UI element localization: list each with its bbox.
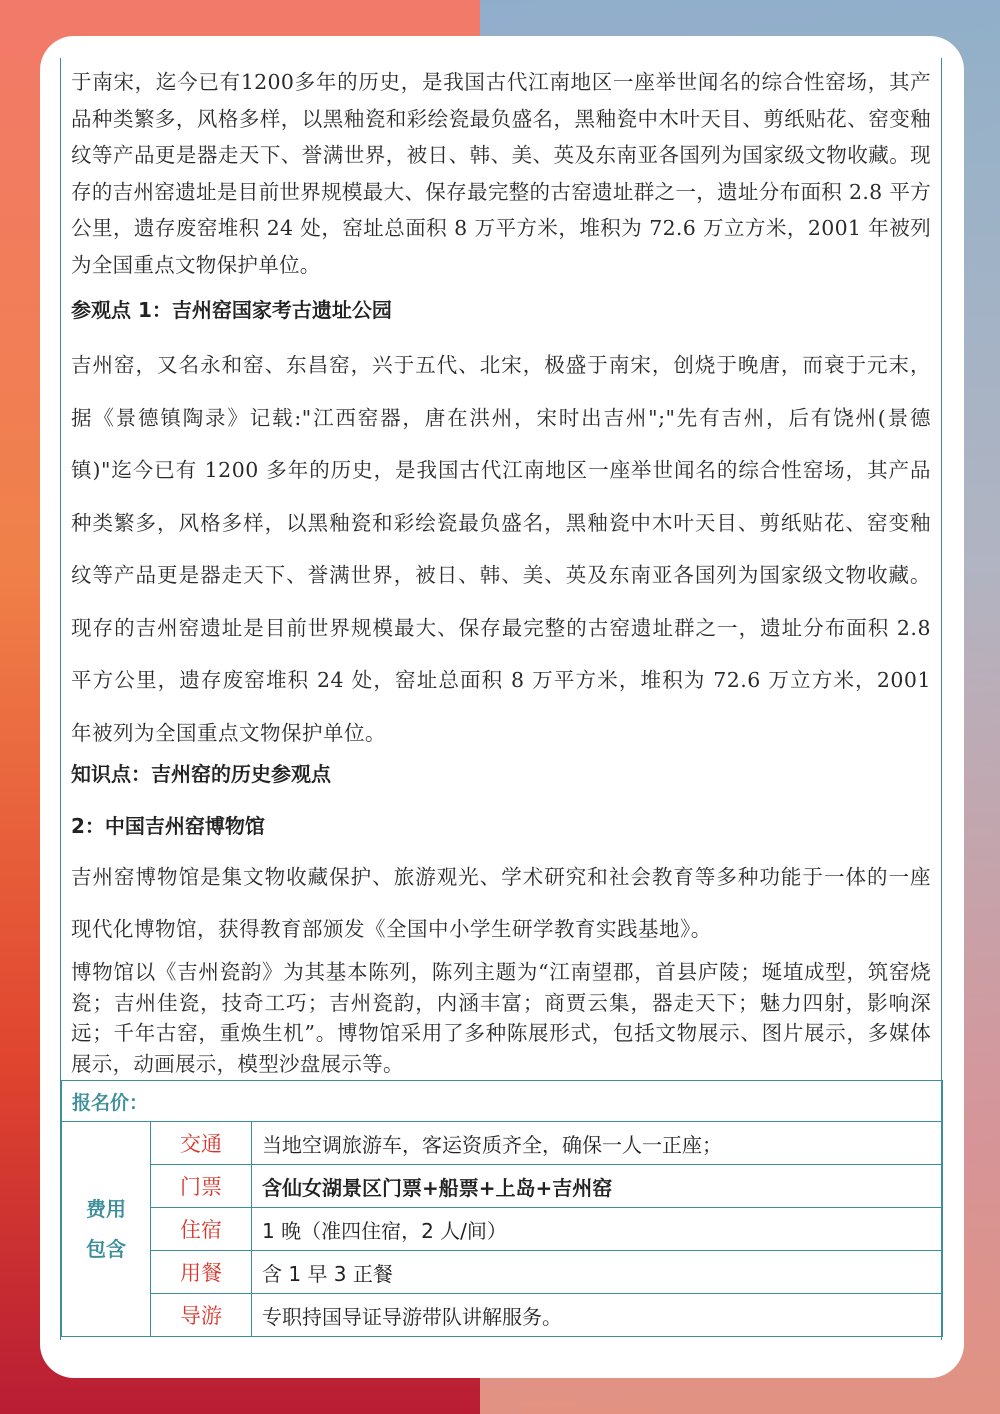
museum-paragraph-2: 博物馆以《吉州瓷韵》为其基本陈列，陈列主题为“江南望郡，首县庐陵；埏埴成型，筑窑烧瓷；吉州佳瓷，技奇工巧；吉州瓷韵，内涵丰富；商贾云集，器走天下；魅力四射，影响深远；千年古窑，重焕生机”。博物馆采用了多种陈展形式，包括文物展示、图片展示，多媒体展示，动画展示，模型沙盘展示等。 bbox=[71, 960, 931, 1076]
knowledge-point: 知识点：吉州窑的历史参观点 bbox=[71, 762, 331, 786]
value-lodging: 1 晚（准四住宿，2 人/间） bbox=[252, 1208, 943, 1251]
value-tickets: 含仙女湖景区门票+船票+上岛+吉州窑 bbox=[252, 1165, 943, 1208]
value-transport: 当地空调旅游车，客运资质齐全，确保一人一正座； bbox=[252, 1122, 943, 1165]
museum-paragraph-1: 吉州窑博物馆是集文物收藏保护、旅游观光、学术研究和社会教育等多种功能于一体的一座现代化博物馆，获得教育部颁发《全国中小学生研学教育实践基地》。 bbox=[71, 865, 931, 941]
category-tickets: 门票 bbox=[151, 1165, 252, 1208]
value-guide: 专职持国导证导游带队讲解服务。 bbox=[252, 1294, 943, 1337]
fee-included-label bbox=[62, 1122, 151, 1337]
category-meals: 用餐 bbox=[151, 1251, 252, 1294]
fee-label-line2: 包含 bbox=[86, 1237, 126, 1261]
spot1-paragraph: 吉州窑，又名永和窑、东昌窑，兴于五代、北宋，极盛于南宋，创烧于晚唐，而衰于元末，据《景德镇陶录》记载:"江西窑器，唐在洪州，宋时出吉州";"先有吉州，后有饶州(景德镇)"迄今已有 1200 多年的历史，是我国古代江南地区一座举世闻名的综合性窑场，其产品种类繁多，风格多样，以黑釉瓷和彩绘瓷最负盛名，黑釉瓷中木叶天目、剪纸贴花、窑变釉纹等产品更是器走天下、誉满世界，被日、韩、美、英及东南亚各国列为国家级文物收藏。现存的吉州窑遗址是目前世界规模最大、保存最完整的古窑遗址群之一，遗址分布面积 2.8 平方公里，遗存废窑堆积 24 处，窑址总面积 8 万平方米，堆积为 72.6 万立方米，2001 年被列为全国重点文物保护单位。 bbox=[71, 353, 931, 745]
price-title: 报名价： bbox=[62, 1081, 943, 1122]
value-meals: 含 1 早 3 正餐 bbox=[252, 1251, 943, 1294]
price-table bbox=[61, 1080, 943, 1337]
category-lodging: 住宿 bbox=[151, 1208, 252, 1251]
content-frame bbox=[60, 58, 942, 1340]
spot1-heading: 参观点 1：吉州窑国家考古遗址公园 bbox=[71, 298, 392, 322]
spot2-heading: 2：中国吉州窑博物馆 bbox=[71, 814, 265, 838]
category-guide: 导游 bbox=[151, 1294, 252, 1337]
fee-label-line1: 费用 bbox=[86, 1197, 126, 1221]
category-transport: 交通 bbox=[151, 1122, 252, 1165]
intro-paragraph: 于南宋，迄今已有1200多年的历史，是我国古代江南地区一座举世闻名的综合性窑场，其产品种类繁多，风格多样，以黑釉瓷和彩绘瓷最负盛名，黑釉瓷中木叶天目、剪纸贴花、窑变釉纹等产品更是器走天下、誉满世界，被日、韩、美、英及东南亚各国列为国家级文物收藏。现存的吉州窑遗址是目前世界规模最大、保存最完整的古窑遗址群之一，遗址分布面积 2.8 平方公里，遗存废窑堆积 24 处，窑址总面积 8 万平方米，堆积为 72.6 万立方米，2001 年被列为全国重点文物保护单位。 bbox=[71, 70, 931, 277]
